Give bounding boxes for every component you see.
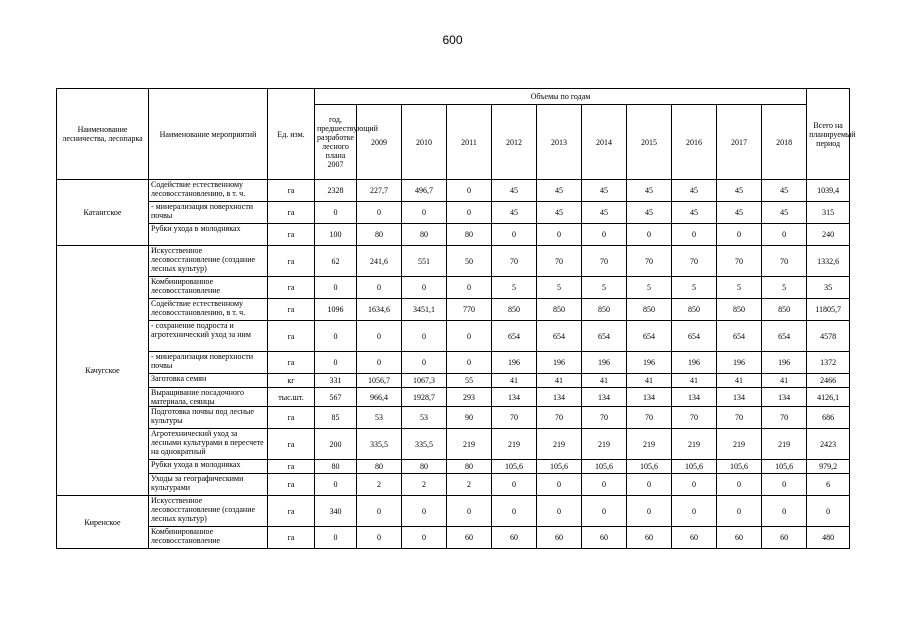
value-year-cell: 70 <box>717 407 762 429</box>
value-year-cell: 45 <box>762 180 807 202</box>
table-row <box>57 496 850 527</box>
value-year-cell: 105,6 <box>627 460 672 474</box>
value-prev-year: 567 <box>315 388 357 407</box>
value-year-cell: 70 <box>717 246 762 277</box>
total-cell: 6 <box>807 474 850 496</box>
value-year-cell: 966,4 <box>357 388 402 407</box>
value-year-cell: 0 <box>357 321 402 352</box>
value-prev-year: 0 <box>315 277 357 299</box>
value-year-cell: 0 <box>447 180 492 202</box>
value-year-cell: 105,6 <box>762 460 807 474</box>
table-row <box>57 299 850 321</box>
activity-name: Содействие естественному лесовосстановлению, в т. ч. <box>149 180 268 202</box>
unit-cell: га <box>268 352 315 374</box>
forestry-name: Катангское <box>57 180 149 246</box>
value-year-cell: 1067,3 <box>402 374 447 388</box>
value-year-cell: 241,6 <box>357 246 402 277</box>
value-year-cell: 41 <box>537 374 582 388</box>
value-year-cell: 134 <box>492 388 537 407</box>
value-year-cell: 0 <box>717 474 762 496</box>
value-year-cell: 0 <box>447 202 492 224</box>
value-year-cell: 219 <box>492 429 537 460</box>
unit-cell: га <box>268 460 315 474</box>
value-year-cell: 3451,1 <box>402 299 447 321</box>
value-year-cell: 45 <box>582 180 627 202</box>
value-year-cell: 0 <box>492 224 537 246</box>
value-year-cell: 196 <box>492 352 537 374</box>
value-year-cell: 0 <box>717 224 762 246</box>
unit-cell: га <box>268 180 315 202</box>
unit-cell: га <box>268 474 315 496</box>
header-year: 2017 <box>717 105 762 180</box>
value-year-cell: 219 <box>582 429 627 460</box>
value-year-cell: 0 <box>672 474 717 496</box>
value-year-cell: 0 <box>357 352 402 374</box>
value-year-cell: 196 <box>582 352 627 374</box>
value-year-cell: 219 <box>627 429 672 460</box>
value-year-cell: 0 <box>582 474 627 496</box>
total-cell: 35 <box>807 277 850 299</box>
header-year: 2011 <box>447 105 492 180</box>
value-year-cell: 0 <box>357 496 402 527</box>
value-year-cell: 134 <box>537 388 582 407</box>
value-year-cell: 1634,6 <box>357 299 402 321</box>
activity-name: Рубки ухода в молодняках <box>149 224 268 246</box>
value-year-cell: 70 <box>492 246 537 277</box>
forestry-name: Качугское <box>57 246 149 496</box>
value-year-cell: 80 <box>357 224 402 246</box>
activity-name: Уходы за географическими культурами <box>149 474 268 496</box>
value-year-cell: 45 <box>627 202 672 224</box>
value-year-cell: 105,6 <box>672 460 717 474</box>
value-year-cell: 70 <box>582 407 627 429</box>
value-year-cell: 60 <box>762 527 807 549</box>
value-year-cell: 196 <box>762 352 807 374</box>
value-year-cell: 0 <box>582 496 627 527</box>
value-year-cell: 70 <box>537 407 582 429</box>
value-year-cell: 45 <box>627 180 672 202</box>
value-year-cell: 0 <box>672 496 717 527</box>
value-year-cell: 90 <box>447 407 492 429</box>
total-cell: 686 <box>807 407 850 429</box>
activity-name: Содействие естественному лесовосстановлению, в т. ч. <box>149 299 268 321</box>
value-year-cell: 850 <box>627 299 672 321</box>
activity-name: Заготовка семян <box>149 374 268 388</box>
value-prev-year: 0 <box>315 202 357 224</box>
total-cell: 0 <box>807 496 850 527</box>
value-prev-year: 340 <box>315 496 357 527</box>
activity-name: Искусственное лесовосстановление (создание лесных культур) <box>149 496 268 527</box>
value-year-cell: 80 <box>447 224 492 246</box>
value-year-cell: 60 <box>447 527 492 549</box>
value-year-cell: 41 <box>717 374 762 388</box>
value-year-cell: 850 <box>717 299 762 321</box>
value-year-cell: 45 <box>672 180 717 202</box>
value-year-cell: 0 <box>402 202 447 224</box>
value-year-cell: 654 <box>717 321 762 352</box>
value-year-cell: 70 <box>762 407 807 429</box>
value-year-cell: 60 <box>672 527 717 549</box>
value-year-cell: 45 <box>762 202 807 224</box>
value-year-cell: 134 <box>582 388 627 407</box>
total-cell: 11805,7 <box>807 299 850 321</box>
table-row <box>57 224 850 246</box>
table-row <box>57 321 850 352</box>
table-row <box>57 180 850 202</box>
unit-cell: га <box>268 321 315 352</box>
header-total: Всего на планируемый период <box>807 89 850 180</box>
value-year-cell: 5 <box>672 277 717 299</box>
value-year-cell: 0 <box>717 496 762 527</box>
value-year-cell: 105,6 <box>492 460 537 474</box>
value-year-cell: 219 <box>447 429 492 460</box>
value-year-cell: 41 <box>627 374 672 388</box>
unit-cell: кг <box>268 374 315 388</box>
value-year-cell: 134 <box>627 388 672 407</box>
value-year-cell: 0 <box>492 474 537 496</box>
header-prev-year: год, предшествующий разработке лесного плана 2007 <box>315 105 357 180</box>
activity-name: Рубки ухода в молодняках <box>149 460 268 474</box>
value-year-cell: 70 <box>672 407 717 429</box>
header-year: 2009 <box>357 105 402 180</box>
total-cell: 480 <box>807 527 850 549</box>
header-year: 2014 <box>582 105 627 180</box>
unit-cell: га <box>268 202 315 224</box>
value-year-cell: 551 <box>402 246 447 277</box>
header-unit: Ед. изм. <box>268 89 315 180</box>
value-year-cell: 105,6 <box>582 460 627 474</box>
value-year-cell: 0 <box>537 224 582 246</box>
value-year-cell: 60 <box>717 527 762 549</box>
total-cell: 315 <box>807 202 850 224</box>
value-year-cell: 5 <box>537 277 582 299</box>
total-cell: 1039,4 <box>807 180 850 202</box>
activity-name: - минерализация поверхности почвы <box>149 352 268 374</box>
value-year-cell: 5 <box>492 277 537 299</box>
value-year-cell: 196 <box>537 352 582 374</box>
header-year: 2015 <box>627 105 672 180</box>
value-year-cell: 70 <box>672 246 717 277</box>
activity-name: Выращивание посадочного материала, сеянцы <box>149 388 268 407</box>
total-cell: 979,2 <box>807 460 850 474</box>
value-year-cell: 219 <box>717 429 762 460</box>
value-year-cell: 335,5 <box>402 429 447 460</box>
value-year-cell: 850 <box>672 299 717 321</box>
unit-cell: га <box>268 277 315 299</box>
value-prev-year: 62 <box>315 246 357 277</box>
value-year-cell: 45 <box>492 180 537 202</box>
unit-cell: га <box>268 407 315 429</box>
value-year-cell: 850 <box>582 299 627 321</box>
value-year-cell: 0 <box>627 496 672 527</box>
value-year-cell: 0 <box>537 496 582 527</box>
value-year-cell: 45 <box>717 180 762 202</box>
value-year-cell: 5 <box>627 277 672 299</box>
value-prev-year: 0 <box>315 352 357 374</box>
header-volumes-by-year: Объемы по годам <box>315 89 807 105</box>
table-row <box>57 352 850 374</box>
unit-cell: га <box>268 429 315 460</box>
value-year-cell: 70 <box>627 407 672 429</box>
activity-name: Агротехнический уход за лесными культурами в пересчете на однократный <box>149 429 268 460</box>
value-year-cell: 0 <box>402 352 447 374</box>
table-row <box>57 374 850 388</box>
value-prev-year: 80 <box>315 460 357 474</box>
value-year-cell: 0 <box>447 496 492 527</box>
value-year-cell: 2 <box>402 474 447 496</box>
value-year-cell: 45 <box>537 180 582 202</box>
value-year-cell: 496,7 <box>402 180 447 202</box>
table-row <box>57 460 850 474</box>
value-year-cell: 80 <box>402 224 447 246</box>
value-year-cell: 70 <box>537 246 582 277</box>
table-row <box>57 277 850 299</box>
table-row <box>57 527 850 549</box>
value-year-cell: 219 <box>762 429 807 460</box>
total-cell: 1332,6 <box>807 246 850 277</box>
value-year-cell: 134 <box>672 388 717 407</box>
value-year-cell: 850 <box>492 299 537 321</box>
value-prev-year: 331 <box>315 374 357 388</box>
activity-name: - минерализация поверхности почвы <box>149 202 268 224</box>
value-year-cell: 0 <box>357 202 402 224</box>
value-year-cell: 654 <box>492 321 537 352</box>
value-year-cell: 0 <box>357 527 402 549</box>
total-cell: 1372 <box>807 352 850 374</box>
total-cell: 2423 <box>807 429 850 460</box>
total-cell: 4578 <box>807 321 850 352</box>
value-prev-year: 0 <box>315 321 357 352</box>
value-year-cell: 654 <box>537 321 582 352</box>
value-year-cell: 50 <box>447 246 492 277</box>
value-year-cell: 850 <box>762 299 807 321</box>
value-year-cell: 654 <box>672 321 717 352</box>
value-year-cell: 196 <box>627 352 672 374</box>
table-row <box>57 429 850 460</box>
value-year-cell: 134 <box>717 388 762 407</box>
activity-name: Комбинированное лесовосстановление <box>149 527 268 549</box>
table-row <box>57 388 850 407</box>
value-prev-year: 1096 <box>315 299 357 321</box>
table-row <box>57 474 850 496</box>
value-prev-year: 2328 <box>315 180 357 202</box>
value-year-cell: 219 <box>672 429 717 460</box>
value-year-cell: 70 <box>492 407 537 429</box>
value-year-cell: 196 <box>717 352 762 374</box>
value-year-cell: 41 <box>492 374 537 388</box>
value-year-cell: 0 <box>762 224 807 246</box>
value-year-cell: 80 <box>447 460 492 474</box>
value-year-cell: 70 <box>762 246 807 277</box>
value-year-cell: 770 <box>447 299 492 321</box>
value-prev-year: 85 <box>315 407 357 429</box>
value-year-cell: 0 <box>627 474 672 496</box>
value-year-cell: 1056,7 <box>357 374 402 388</box>
value-year-cell: 2 <box>447 474 492 496</box>
value-year-cell: 70 <box>582 246 627 277</box>
value-year-cell: 0 <box>672 224 717 246</box>
value-year-cell: 105,6 <box>717 460 762 474</box>
value-year-cell: 60 <box>492 527 537 549</box>
value-year-cell: 45 <box>717 202 762 224</box>
value-year-cell: 60 <box>582 527 627 549</box>
unit-cell: га <box>268 527 315 549</box>
value-prev-year: 0 <box>315 527 357 549</box>
value-year-cell: 45 <box>582 202 627 224</box>
unit-cell: га <box>268 496 315 527</box>
activity-name: Комбинированное лесовосстановление <box>149 277 268 299</box>
table-row <box>57 407 850 429</box>
value-year-cell: 0 <box>627 224 672 246</box>
value-year-cell: 0 <box>582 224 627 246</box>
value-year-cell: 0 <box>402 321 447 352</box>
total-cell: 4126,1 <box>807 388 850 407</box>
value-year-cell: 134 <box>762 388 807 407</box>
value-year-cell: 227,7 <box>357 180 402 202</box>
header-year: 2016 <box>672 105 717 180</box>
value-year-cell: 70 <box>627 246 672 277</box>
forestry-volumes-table <box>56 88 856 549</box>
activity-name: - сохранение подроста и агротехнический уход за ним <box>149 321 268 352</box>
unit-cell: га <box>268 299 315 321</box>
value-year-cell: 0 <box>402 277 447 299</box>
value-year-cell: 45 <box>537 202 582 224</box>
value-year-cell: 45 <box>672 202 717 224</box>
value-year-cell: 1928,7 <box>402 388 447 407</box>
header-forestry: Наименование лесничества, лесопарка <box>57 89 149 180</box>
value-year-cell: 2 <box>357 474 402 496</box>
value-year-cell: 60 <box>537 527 582 549</box>
value-year-cell: 0 <box>537 474 582 496</box>
value-year-cell: 5 <box>717 277 762 299</box>
value-year-cell: 55 <box>447 374 492 388</box>
activity-name: Искусственное лесовосстановление (создание лесных культур) <box>149 246 268 277</box>
value-prev-year: 0 <box>315 474 357 496</box>
value-year-cell: 0 <box>402 527 447 549</box>
value-year-cell: 293 <box>447 388 492 407</box>
value-year-cell: 5 <box>582 277 627 299</box>
header-year: 2013 <box>537 105 582 180</box>
value-year-cell: 105,6 <box>537 460 582 474</box>
header-year: 2018 <box>762 105 807 180</box>
value-year-cell: 41 <box>672 374 717 388</box>
value-year-cell: 0 <box>447 277 492 299</box>
value-prev-year: 100 <box>315 224 357 246</box>
value-year-cell: 5 <box>762 277 807 299</box>
unit-cell: га <box>268 246 315 277</box>
value-year-cell: 335,5 <box>357 429 402 460</box>
table-row <box>57 202 850 224</box>
value-year-cell: 41 <box>762 374 807 388</box>
value-year-cell: 0 <box>447 352 492 374</box>
header-year: 2012 <box>492 105 537 180</box>
total-cell: 240 <box>807 224 850 246</box>
total-cell: 2466 <box>807 374 850 388</box>
forestry-name: Киренское <box>57 496 149 549</box>
value-prev-year: 200 <box>315 429 357 460</box>
value-year-cell: 53 <box>402 407 447 429</box>
value-year-cell: 0 <box>402 496 447 527</box>
unit-cell: тыс.шт. <box>268 388 315 407</box>
unit-cell: га <box>268 224 315 246</box>
value-year-cell: 0 <box>357 277 402 299</box>
value-year-cell: 80 <box>402 460 447 474</box>
value-year-cell: 654 <box>627 321 672 352</box>
value-year-cell: 0 <box>762 474 807 496</box>
header-activity: Наименование мероприятий <box>149 89 268 180</box>
value-year-cell: 80 <box>357 460 402 474</box>
page-number: 600 <box>442 33 463 47</box>
value-year-cell: 60 <box>627 527 672 549</box>
activity-name: Подготовка почвы под лесные культуры <box>149 407 268 429</box>
value-year-cell: 53 <box>357 407 402 429</box>
value-year-cell: 0 <box>447 321 492 352</box>
value-year-cell: 850 <box>537 299 582 321</box>
value-year-cell: 654 <box>582 321 627 352</box>
value-year-cell: 0 <box>492 496 537 527</box>
header-year: 2010 <box>402 105 447 180</box>
value-year-cell: 0 <box>762 496 807 527</box>
value-year-cell: 654 <box>762 321 807 352</box>
value-year-cell: 196 <box>672 352 717 374</box>
value-year-cell: 219 <box>537 429 582 460</box>
value-year-cell: 41 <box>582 374 627 388</box>
value-year-cell: 45 <box>492 202 537 224</box>
table-row <box>57 246 850 277</box>
